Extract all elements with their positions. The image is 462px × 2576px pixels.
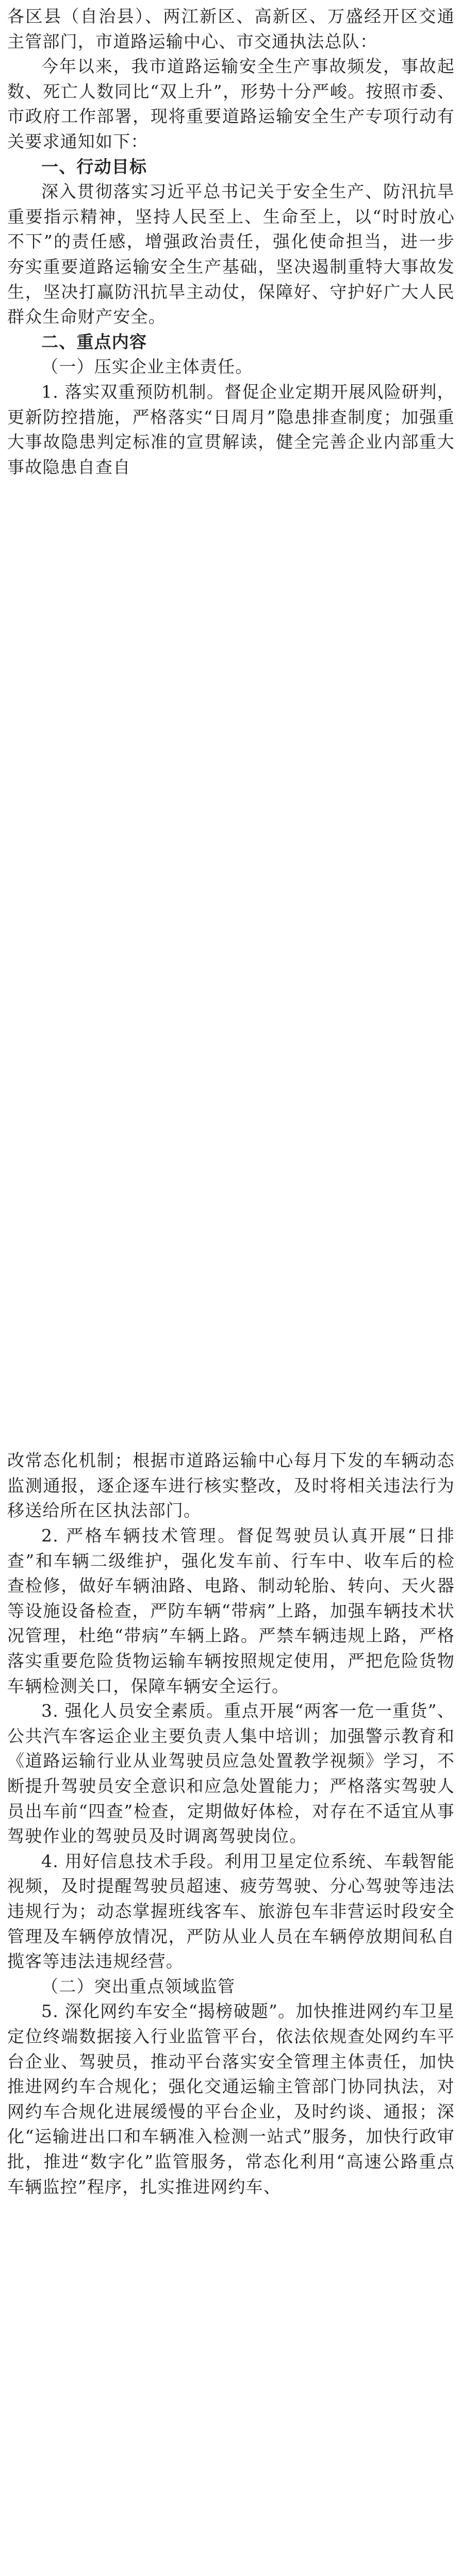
item-1-paragraph: 1. 落实双重预防机制。督促企业定期开展风险研判，更新防控措施，严格落实“日周月”隐患排查制度；加强重大事故隐患判定标准的宣贯解读，健全完善企业内部重大事故隐患自查自 [7,381,455,477]
item-5-paragraph: 5. 深化网约车安全“揭榜破题”。加快推进网约车卫星定位终端数据接入行业监管平台，依法依规查处网约车平台企业、驾驶员，推动平台落实安全管理主体责任，加快推进网约车合规化；强化交通运输主管部门协同执法，对网约车合规化进展缓慢的平台企业，及时约谈、通报；深化“运输进出口和车辆准入检测一站式”服务，加快行政审批，推进“数字化”监管服务，常态化利用“高速公路重点车辆监控”程序，扎实推进网约车、 [7,2001,455,2197]
subheading-enterprise-responsibility: （一）压实企业主体责任。 [41,357,253,377]
subheading-key-areas: （二）突出重点领域监管 [41,1976,236,1996]
addressee-line: 各区县（自治县）、两江新区、高新区、万盛经开区交通主管部门，市道路运输中心、市交通执法总队： [7,6,455,52]
section-heading-goals: 一、行动目标 [41,156,147,177]
item-3-paragraph: 3. 强化人员安全素质。重点开展“两客一危一重货”、公共汽车客运企业主要负责人集中培训；加强警示教育和《道路运输行业从业驾驶员应急处置教学视频》学习，不断提升驾驶员安全意识和应急处置能力；严格落实驾驶人员出车前“四查”检查，定期做好体检，对存在不适宜从事驾驶作业的驾驶员及时调离驾驶岗位。 [7,1701,455,1846]
blank-gap-2 [7,2199,455,2576]
item-2-paragraph: 2. 严格车辆技术管理。督促驾驶员认真开展“日排查”和车辆二级维护，强化发车前、行车中、收车后的检查检修，做好车辆油路、电路、制动轮胎、转向、天火器等设施设备检查，严防车辆“带病”上路，加强车辆技术状况管理，杜绝“带病”车辆上路。严禁车辆违规上路，严格落实重要危险货物运输车辆按照规定使用，严把危险货物车辆检测关口，保障车辆安全运行。 [7,1526,455,1696]
blank-gap-1 [7,480,455,1448]
goals-paragraph: 深入贯彻落实习近平总书记关于安全生产、防汛抗旱重要指示精神，坚持人民至上、生命至上，以“时时放心不下”的责任感，增强政治责任，强化使命担当，进一步夯实重要道路运输安全生产基础，坚决遏制重特大事故发生，坚决打赢防汛抗旱主动仗，保障好、守护好广大人民群众生命财产安全。 [7,181,455,327]
intro-paragraph: 今年以来，我市道路运输安全生产事故频发，事故起数、死亡人数同比“双上升”，形势十分严峻。按照市委、市政府工作部署，现将重要道路运输安全生产专项行动有关要求通知如下： [7,56,455,151]
section-heading-key-content: 二、重点内容 [41,331,147,352]
item-1-continuation: 改常态化机制；根据市道路运输中心每月下发的车辆动态监测通报，逐企逐车进行核实整改，及时将相关违法行为移送给所在区执法部门。 [7,1450,455,1521]
item-4-paragraph: 4. 用好信息技术手段。利用卫星定位系统、车载智能视频，及时提醒驾驶员超速、疲劳驾驶、分心驾驶等违法违规行为；动态掌握班线客车、旅游包车非营运时段安全管理及车辆停放情况，严防从业人员在车辆停放期间私自揽客等违法违规经营。 [7,1851,455,1972]
